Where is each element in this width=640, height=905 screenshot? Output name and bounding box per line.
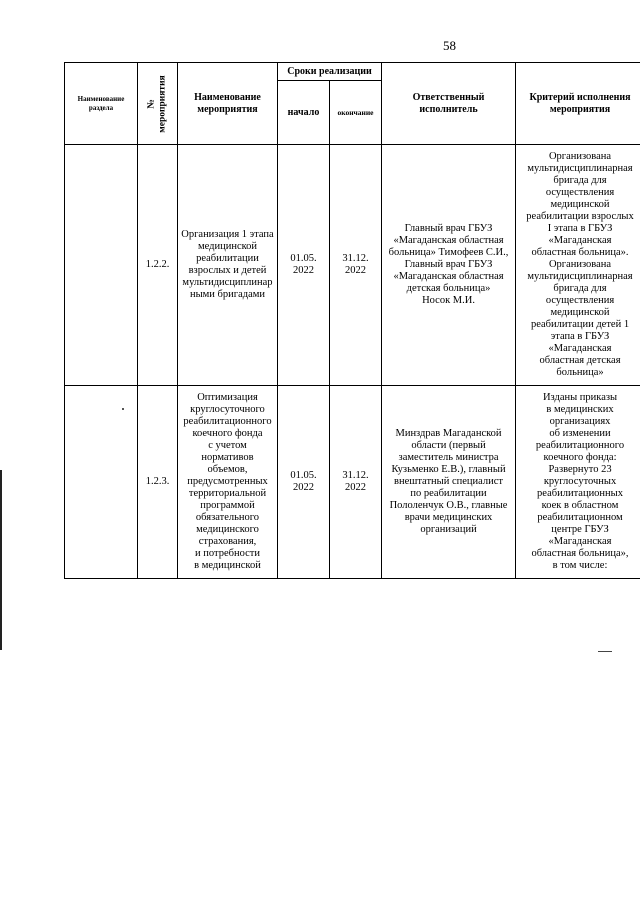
row-criterion-cell <box>516 145 640 386</box>
row-criterion-text: Изданы приказы в медицинских организациях об изменении реабилитационного коечного фонда: Развернуто 23 круглосуточных реабилитационных коек в областном реабилитационном центре ГБУЗ «Магаданская областная больница», в том числе: <box>531 392 629 571</box>
header-start-text: начало <box>287 106 320 118</box>
row-responsible-text: Минздрав Магаданской области (первый заместитель министра Кузьменко Е.В.), главный внештатный специалист по реабилитации Пололенчук О.В., главные врачи медицинских организаций <box>389 428 508 535</box>
table-row <box>65 386 640 579</box>
row-start-text: 01.05. 2022 <box>290 470 317 493</box>
header-event-name <box>178 63 278 145</box>
row-number-text: 1.2.3. <box>145 476 170 487</box>
header-section-name-text: Наименование раздела <box>77 94 125 112</box>
header-start <box>278 81 330 145</box>
page-number: 58 <box>443 38 456 53</box>
row-end-text: 31.12. 2022 <box>342 253 369 276</box>
header-responsible-text: Ответственный исполнитель <box>412 91 485 115</box>
row-name-text: Оптимизация круглосуточного реабилитационного коечного фонда с учетом нормативов объемов, предусмотренных территориальной программой обязательного медицинского страхования, и потребности в медицинской <box>183 392 272 571</box>
row-number-cell <box>138 145 178 386</box>
events-table <box>64 62 640 579</box>
scan-dot-mark <box>122 408 124 410</box>
header-criterion <box>516 63 640 145</box>
row-name-text: Организация 1 этапа медицинской реабилитации взрослых и детей мультидисциплинар ными бригадами <box>181 229 274 300</box>
scan-edge-mark <box>0 470 2 650</box>
row-responsible-cell <box>382 386 516 579</box>
row-end-cell <box>330 145 382 386</box>
row-end-text: 31.12. 2022 <box>342 470 369 493</box>
header-event-number-text: № мероприятия <box>146 74 168 133</box>
header-period-group <box>278 63 382 81</box>
row-responsible-cell <box>382 145 516 386</box>
header-event-number <box>138 63 178 145</box>
row-start-cell <box>278 386 330 579</box>
row-name-cell <box>178 386 278 579</box>
row-criterion-text: Организована мультидисциплинарная бригада для осуществления медицинской реабилитации взрослых I этапа в ГБУЗ «Магаданская областная больница». Организована мультидисциплинарная бригада для осуществления медицинской реабилитации детей 1 этапа в ГБУЗ «Магаданская областная детская больница» <box>526 151 634 378</box>
row-number-cell <box>138 386 178 579</box>
header-end <box>330 81 382 145</box>
row-responsible-text: Главный врач ГБУЗ «Магаданская областная больница» Тимофеев С.И., Главный врач ГБУЗ «Магаданская областная детская больница» Носок М.И. <box>388 223 509 306</box>
row-start-cell <box>278 145 330 386</box>
header-criterion-text: Критерий исполнения мероприятия <box>529 91 631 115</box>
row-criterion-cell <box>516 386 640 579</box>
row-end-cell <box>330 386 382 579</box>
header-section-name <box>65 63 138 145</box>
header-responsible <box>382 63 516 145</box>
header-event-name-text: Наименование мероприятия <box>194 91 261 115</box>
row-start-text: 01.05. 2022 <box>290 253 317 276</box>
header-end-text: окончание <box>337 107 374 117</box>
scan-dash-mark <box>598 651 612 652</box>
row-section-cell <box>65 386 138 579</box>
header-period-group-text: Сроки реализации <box>287 65 372 77</box>
row-number-text: 1.2.2. <box>145 259 170 270</box>
row-name-cell <box>178 145 278 386</box>
row-section-cell <box>65 145 138 386</box>
table-row <box>65 145 640 386</box>
